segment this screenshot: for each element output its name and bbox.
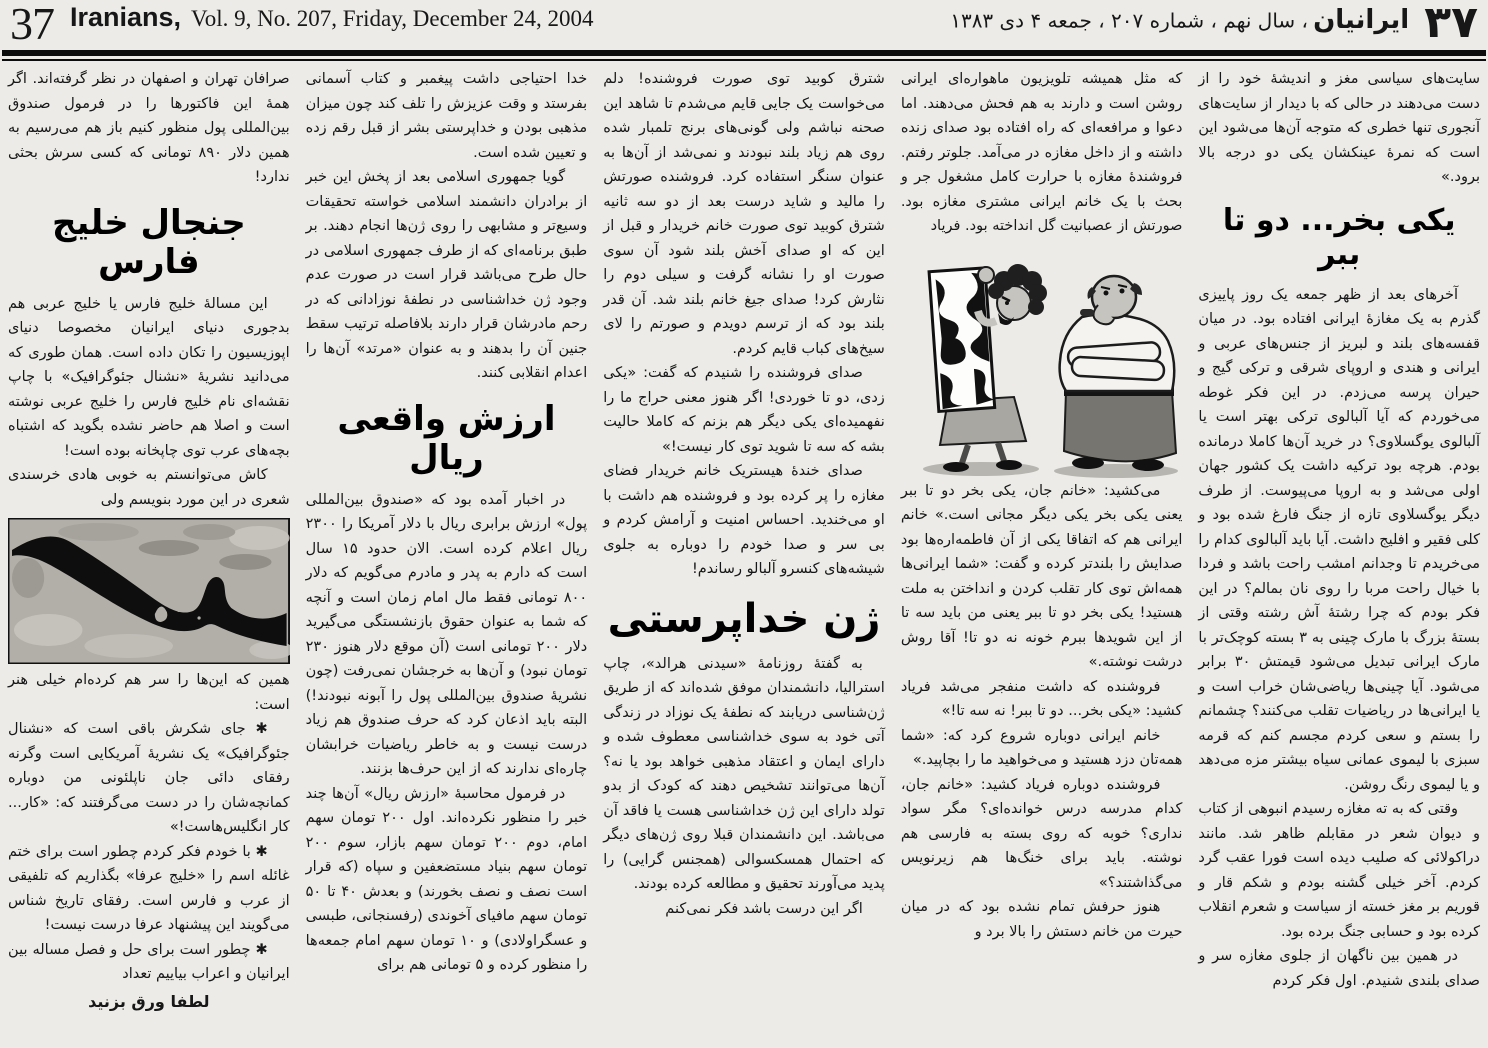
masthead-persian	[950, 0, 1478, 46]
cartoon-man	[1059, 276, 1175, 471]
column-leftmost	[8, 67, 290, 1048]
headline-god-worship-gene: ژن خداپرستی	[607, 595, 881, 642]
paragraph: فروشنده که داشت منفجر می‌شد فریاد کشید: «یکی بخر... دو تا ببر! نه سه تا!»	[900, 678, 1183, 719]
cartoon-woman	[929, 264, 1047, 472]
paragraph: گویا جمهوری اسلامی بعد از پخش این خبر از برادران دانشمند اسلامی خواسته تحقیقات وسیع‌تر و مشابهی را روی ژن‌ها انجام دهند. بر طبق برنامه‌ای که از طرف جمهوری اسلامی در حال طرح می‌باشد قرار است در صورت عدم وجود ژن خداشناسی در نطفهٔ نوزادانی که در رحم مادرشان قرار دارند بلافاصله ترتیب سقط جنین آن را بدهند و به عنوان «مرتد» آن‌ها را اعدام انقلابی کنند.	[305, 169, 588, 381]
column-rightmost	[1198, 67, 1480, 1048]
issue-info-latin: Vol. 9, No. 207, Friday, December 24, 2004	[191, 6, 594, 31]
paragraph: خدا احتیاجی داشت پیغمبر و کتاب آسمانی بفرستد و وقت عزیزش را تلف کند چون میزان مذهبی بودن و خداپرستی بشر از قبل رقم زده و تعیین شده است.	[305, 71, 588, 161]
turn-page-notice: لطفا ورق بزنید	[88, 991, 210, 1011]
paragraph: ✱ جای شکرش باقی است که «نشنال جئوگرافیک» یک نشریهٔ آمریکایی است وگرنه رفقای دائی جان ناپلئونی من دوباره کمانچه‌شان را در دست می‌گرفتند که: «کار... کار انگلیس‌هاست!»	[8, 721, 290, 836]
paragraph: کاش می‌توانستم به خوبی هادی خرسندی شعری در این مورد بنویسم ولی	[8, 467, 290, 508]
paragraph: این مسالهٔ خلیج فارس یا خلیج عربی هم بدجوری دنیای ایرانیان مخصوصا دنیای اپوزیسیون را تکان داده است. همان طوری که می‌دانید نشریهٔ «نشنال جئوگرافیک» با چاپ نقشه‌ای نام خلیج فارس را خلیج عربی نوشته است و اصلا هم حاضر نشده بگوید که اشتباه بچه‌های عرب توی چاپخانه بوده است!	[8, 295, 290, 459]
persian-gulf-map-photo	[8, 518, 290, 664]
paragraph: سایت‌های سیاسی مغز و اندیشهٔ خود را از دست می‌دهند در حالی که با دیدار از سایت‌های آنجوری تنها خطری که متوجه آن‌ها می‌شود این است که نمرهٔ عینکشان یکی دو درجه بالا برود.»	[1198, 71, 1480, 185]
column-middle	[603, 67, 885, 1048]
paragraph: صدای خندهٔ هیستریک خانم خریدار فضای مغازه را پر کرده بود و فروشنده هم داشت با او می‌خندید. احساس امنیت و آرامش کردم و بی سر و صدا خودم را دوباره به جلوی شیشه‌های کنسرو آلبالو رساندم!	[603, 463, 885, 577]
page-columns	[0, 61, 1488, 1048]
paragraph: وقتی که به ته مغازه رسیدم انبوهی از کتاب و دیوان شعر در مقابلم ظاهر شد. مانند دراکولائی که صلیب دیده است فورا عقب گرد کردم. آخر خیلی گشنه بودم و شکم قار و قوریم بر مغز خسته از سیاست و شعرم انقلاب کرده بود و حسابی جنگ برده بود.	[1198, 801, 1480, 940]
paragraph: فروشنده دوباره فریاد کشید: «خانم جان، کدام مدرسه درس خوانده‌ای؟ مگر سواد نداری؟ خوبه که روی بسته به فارسی هم نوشته. باید برای خنگ‌ها هم زیرنویس می‌گذاشتند؟»	[900, 776, 1183, 891]
page-number-persian: ۳۷	[1424, 0, 1478, 48]
paragraph: در اخبار آمده بود که «صندوق بین‌المللی پول» ارزش برابری ریال با دلار آمریکا را ۲۳۰۰ ریال اعلام کرده است. الان حدود ۱۵ سال است که دارم به پدر و مادرم می‌گویم که دلار ۸۰۰ تومانی فقط مال امام زمان است و آنچه که شما به عنوان حقوق بازنشستگی می‌گیرید دلار ۲۰۰ تومانی است (آن موقع دلار هنوز ۲۳۰ تومان نبود) و آن‌ها به خرجشان نمی‌رفت (چون نشریهٔ صندوق بین‌المللی پول را آبونه نبودند!) البته باید اذعان کرد که حرف صندوق هم زیاد درست نیست و به خاطر ریاضیات خرابشان چاره‌ای ندارند که از این حرف‌ها بزنند.	[305, 491, 588, 778]
column-cartoon	[901, 67, 1183, 1048]
headline-real-value-of-rial: ارزش واقعی ریال	[337, 398, 556, 478]
paragraph: ✱ با خودم فکر کردم چطور است برای ختم غائله اسم را «خلیج عرفا» بگذاریم که تلفیقی از عرب و فارس است. رفقای تاریخ شناس می‌گویند این پیشنهاد عرفا درست نیست!	[8, 843, 290, 934]
paragraph: ✱ چطور است برای حل و فصل مساله بین ایرانیان و اعراب بیاییم تعداد	[8, 941, 290, 983]
cartoon-illustration	[875, 241, 1209, 479]
paragraph: اگر این درست باشد فکر نمی‌کنم	[665, 900, 863, 917]
paragraph: می‌کشید: «خانم جان، یکی بخر دو تا ببر یعنی یکی بخر یکی دیگر مجانی است.» خانم ایرانی هم که اتفاقا یکی از آن فاطمه‌اره‌ها بود صدایش را بلندتر کرده و گفت: «شما ایرانی‌ها همه‌اش توی کار تقلب کردن و انداختن به ملت هستید! یکی بخر دو تا ببر یعنی من باید سه تا از این شویدها ببرم خونه نه دو تا! آقا روش درشت نوشته.»	[900, 482, 1183, 670]
masthead-latin	[10, 0, 594, 49]
page-number-latin: 37	[10, 0, 54, 49]
paper-name-latin: Iranians,	[70, 2, 182, 32]
paragraph: صرافان تهران و اصفهان در نظر گرفته‌اند. اگر همهٔ این فاکتورها را در فرمول صندوق بین‌المللی پول منظور کنیم باز هم می‌رسیم به همین دلار ۸۹۰ تومانی که کسی سرش بحثی ندارد!	[8, 71, 290, 185]
paper-name-persian: ایرانیان	[1313, 4, 1410, 35]
masthead	[0, 0, 1488, 50]
column-rial	[306, 67, 588, 1048]
paragraph: در فرمول محاسبهٔ «ارزش ریال» آن‌ها چند خبر را منظور نکرده‌اند. اول ۲۰۰ تومان سهم امام، دوم ۲۰۰ تومان سهم بازار، سوم ۲۰۰ تومان سهم بنیاد مستضعفین و سپاه (که قرار است نصف و نصف بخورند) و بعدش ۴۰ تا ۵۰ تومان سهم مافیای آخوندی (رفسنجانی، طبسی و عسگراولادی) و ۱۰ تومان سهم امام جمعه‌ها را منظور کرده و ۵ تومانی هم برای	[305, 785, 588, 974]
masthead-rule-thick	[2, 50, 1486, 56]
issue-info-persian: ، سال نهم ، شماره ۲۰۷ ، جمعه ۴ دی ۱۳۸۳	[950, 8, 1308, 33]
paragraph: به گفتهٔ روزنامهٔ «سیدنی هرالد»، چاپ استرالیا، دانشمندان موفق شده‌اند که از طریق ژن‌شناسی دریابند که نطفهٔ یک نوزاد در زندگی آتی خود به سوی خداشناسی معطوف شده و دارای ایمان و اعتقاد مذهبی خواهد بود یا نه؟ آن‌ها می‌توانند تشخیص دهند که کودک از بدو تولد دارای این ژن خداشناسی هست یا فاقد آن می‌باشد. این دانشمندان قبلا روی ژن‌های دیگر که احتمال همسکسوالی (همجنس گرایی) را پدید می‌آورند تحقیق و مطالعه کرده بودند.	[603, 655, 885, 892]
paragraph: خانم ایرانی دوباره شروع کرد که: «شما همه‌تان دزد هستید و می‌خواهید ما را بچاپید.»	[900, 727, 1183, 768]
paragraph: شترق کوبید توی صورت فروشنده! دلم می‌خواست یک جایی قایم می‌شدم تا شاهد این صحنه نباشم ولی گونی‌های برنج تلمبار شده روی هم زیاد بلند نبودند و نمی‌شد از آن‌ها به عنوان سنگر استفاده کرد. فروشنده صورتش را مالید و شاید درست بعد از دو سه ثانیه شترق کوبید توی صورت خانم خریدار و قبل از این که او صدای آخش بلند شود آن سوی صورت او را نشانه گرفت و سیلی دوم را نثارش کرد! صدای جیغ خانم بلند شد. آن قدر بلند بود که از ترسم دویدم و صورتم را لای سیخ‌های کباب قایم کردم.	[603, 71, 885, 357]
paragraph: آخرهای بعد از ظهر جمعه یک روز پاییزی گذرم به یک مغازهٔ ایرانی افتاده بود. در میان قفسه‌های بلند و لبریز از جنس‌های عربی و ایرانی و هندی و اروپای شرقی و ترکی گیج و حیران پرسه می‌زدم. در این فکر غوطه می‌خوردم که آیا آلبالوی ترکی بهتر است یا آلبالوی یوگسلاوی؟ در خرید آن‌ها کاملا درمانده بودم. هرچه بود ترکیه داشت یک کشور جهان اولی می‌شد و به اروپا می‌پیوست. از طرف دیگر یوگسلاوی تازه از جنگ فارغ شده بود و کلی فقیر و افلیج داشت. آیا باید آلبالوی کدام را می‌خریدم تا وجدانم امشب راحت باشد و فردا با خیال راحت مربا را روی نان بمالم؟ در این فکر بودم که چرا رشتهٔ آش رشته وقتی از بستهٔ بزرگ با مارک چینی به ۳ بسته کوچک‌تر با مارک ایرانی تبدیل می‌شود قیمتش ۳۰ برابر می‌شود. آیا چینی‌ها ریاضی‌شان خراب است و یا ایرانی‌ها در ریاضیات تقلب می‌کنند؟ چشمانم را بستم و سعی کردم مجسم کنم که قرمه سبزی با لیموی عمانی سیاه بیشتر مزه می‌دهد و یا لیموی رنگ روشن.	[1198, 286, 1480, 793]
paragraph: هنوز حرفش تمام نشده بود که در میان حیرت من خانم دستش را بالا برد و	[900, 899, 1183, 940]
paragraph: همین که این‌ها را سر هم کرده‌ام خیلی هنر است:	[8, 672, 290, 713]
headline-one-buy-two-take: یکی بخر... دو تا ببر	[1222, 202, 1456, 272]
headline-persian-gulf-scandal: جنجال خلیج فارس	[51, 202, 246, 282]
paragraph: صدای فروشنده را شنیدم که گفت: «یکی زدی، دو تا خوردی! اگر هنوز معنی حراج ما را نفهمیده‌ای یکی دیگر هم بزنم که کاملا حالیت بشه که سه تا شوید توی کار نیست!»	[603, 365, 885, 455]
paragraph: در همین بین ناگهان از جلوی مغازه سر و صدای بلندی شنیدم. اول فکر کردم	[1198, 948, 1480, 989]
paragraph: که مثل همیشه تلویزیون ماهواره‌ای ایرانی روشن است و دارند به هم فحش می‌دهند. اما دعوا و مرافعه‌ای که راه افتاده بود صدای زنده داشته و از داخل مغازه در می‌آمد. جلوتر رفتم. فروشندهٔ مغازه با حرارت کامل مشغول جر و بحث با یک خانم ایرانی مشتری مغازه بود. صورتش از عصبانیت گل انداخته بود. فریاد	[900, 71, 1183, 234]
